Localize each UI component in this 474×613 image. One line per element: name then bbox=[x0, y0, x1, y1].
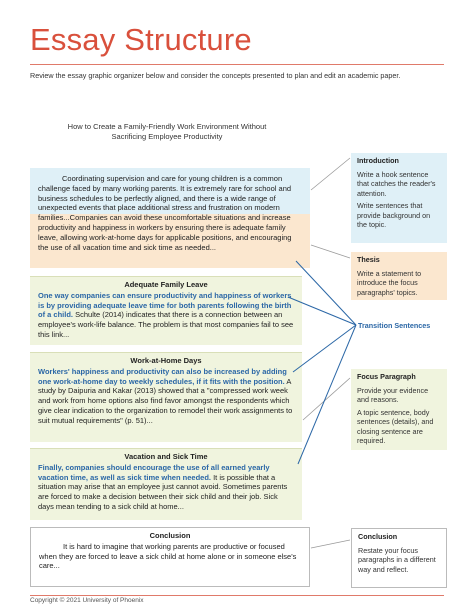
body-paragraph-3-text: It is possible that a situation may arise that an employee just cannot avoid. Sometimes parents are forced to make a decision between their sick child and their job. Sick days mean tending to a sick child at home... bbox=[38, 472, 288, 511]
conclusion-text: It is hard to imagine that working parents are productive or focused when they are forced to leave a sick child at home alone or in someone else's care... bbox=[39, 541, 297, 571]
page-title: Essay Structure bbox=[30, 22, 252, 57]
sidebar-focus-paragraph bbox=[351, 369, 447, 450]
body-paragraph-2-content bbox=[38, 367, 294, 426]
connector-conclusion bbox=[311, 540, 350, 548]
sidebar-thesis-label: Thesis bbox=[357, 255, 380, 264]
sidebar-introduction-background: Write sentences that provide background on the topic. bbox=[357, 201, 431, 229]
body-paragraph-1 bbox=[30, 276, 302, 345]
connector-transition-1 bbox=[296, 261, 356, 325]
body-paragraph-3-topic-sentence: Finally, companies should encourage the use of all earned yearly vacation time, as well as sick time when needed. bbox=[38, 462, 270, 482]
body-paragraph-2-topic-sentence: Workers' happiness and productivity can also be increased by adding one work-at-home day to weekly schedules, if it fits with the position. bbox=[38, 366, 287, 386]
essay-title-line-1: How to Create a Family-Friendly Work Environment Without bbox=[67, 122, 267, 131]
sidebar-introduction-label: Introduction bbox=[357, 156, 399, 165]
connector-introduction bbox=[311, 158, 350, 190]
sidebar-conclusion-label: Conclusion bbox=[358, 532, 398, 541]
body-paragraph-1-heading: Adequate Family Leave bbox=[124, 280, 208, 289]
sidebar-thesis-text: Write a statement to introduce the focus paragraphs' topics. bbox=[357, 268, 422, 297]
sidebar-introduction-hook: Write a hook sentence that catches the reader's attention. bbox=[357, 169, 436, 198]
sidebar-focus-structure: A topic sentence, body sentences (details), and closing sentence are required. bbox=[357, 407, 434, 445]
essay-title bbox=[32, 122, 302, 142]
connector-focus bbox=[303, 378, 350, 420]
conclusion-heading: Conclusion bbox=[149, 531, 191, 540]
conclusion-paragraph bbox=[30, 527, 310, 587]
connector-transition-4 bbox=[298, 325, 356, 464]
body-paragraph-1-content bbox=[38, 291, 294, 340]
sidebar-introduction bbox=[351, 153, 447, 243]
body-paragraph-2-text: A study by Daipuria and Kakar (2013) showed that a "compressed work week and work from home options also find favor amongst the respondents which give clear indication to the organization to remodel their work assignments to suit mutual requirements" (p. 51)... bbox=[38, 376, 293, 425]
connector-thesis bbox=[311, 245, 350, 258]
instructions-text: Review the essay graphic organizer below and consider the concepts presented to plan and edit an academic paper. bbox=[30, 71, 401, 80]
sidebar-thesis bbox=[351, 252, 447, 300]
sidebar-focus-label: Focus Paragraph bbox=[357, 372, 416, 381]
body-paragraph-1-topic-sentence: One way companies can ensure productivity and happiness of workers is by providing adequate leave time for both parents following the birth of a child. bbox=[38, 290, 292, 320]
sidebar-conclusion bbox=[351, 528, 447, 588]
body-paragraph-1-text: Schulte (2014) indicates that there is a connection between an employee's work-life balance. The problem is that most companies fail to see this link... bbox=[38, 310, 294, 339]
body-paragraph-3-heading: Vacation and Sick Time bbox=[124, 452, 208, 461]
body-paragraph-2 bbox=[30, 352, 302, 442]
body-paragraph-2-heading: Work-at-Home Days bbox=[130, 356, 202, 365]
footer-divider bbox=[30, 595, 444, 596]
body-paragraph-3 bbox=[30, 448, 302, 520]
connector-transition-3 bbox=[293, 325, 356, 372]
sidebar-transition bbox=[358, 321, 448, 335]
essay-title-line-2: Sacrificing Employee Productivity bbox=[111, 132, 223, 141]
copyright-text: Copyright © 2021 University of Phoenix bbox=[30, 597, 144, 604]
header-divider bbox=[30, 64, 444, 65]
sidebar-conclusion-text: Restate your focus paragraphs in a different way and reflect. bbox=[358, 545, 436, 574]
sidebar-transition-label: Transition Sentences bbox=[358, 321, 431, 330]
introduction-paragraph: Coordinating supervision and care for young children is a common challenge faced by many working parents. It is extremely rare for school and business schedules to be perfectly aligned, and there is a wide range of unexpected events that place additional stress and frustration on modern families...Companies can avoid these uncomfortable situations and increase productivity and happiness in workers by ensuring there is adequate family leave, allowing work-at-home days for applicable positions, and encouraging the use of all vacation time and sick time as needed... bbox=[30, 168, 310, 268]
sidebar-focus-evidence: Provide your evidence and reasons. bbox=[357, 385, 429, 404]
body-paragraph-3-content bbox=[38, 463, 294, 512]
